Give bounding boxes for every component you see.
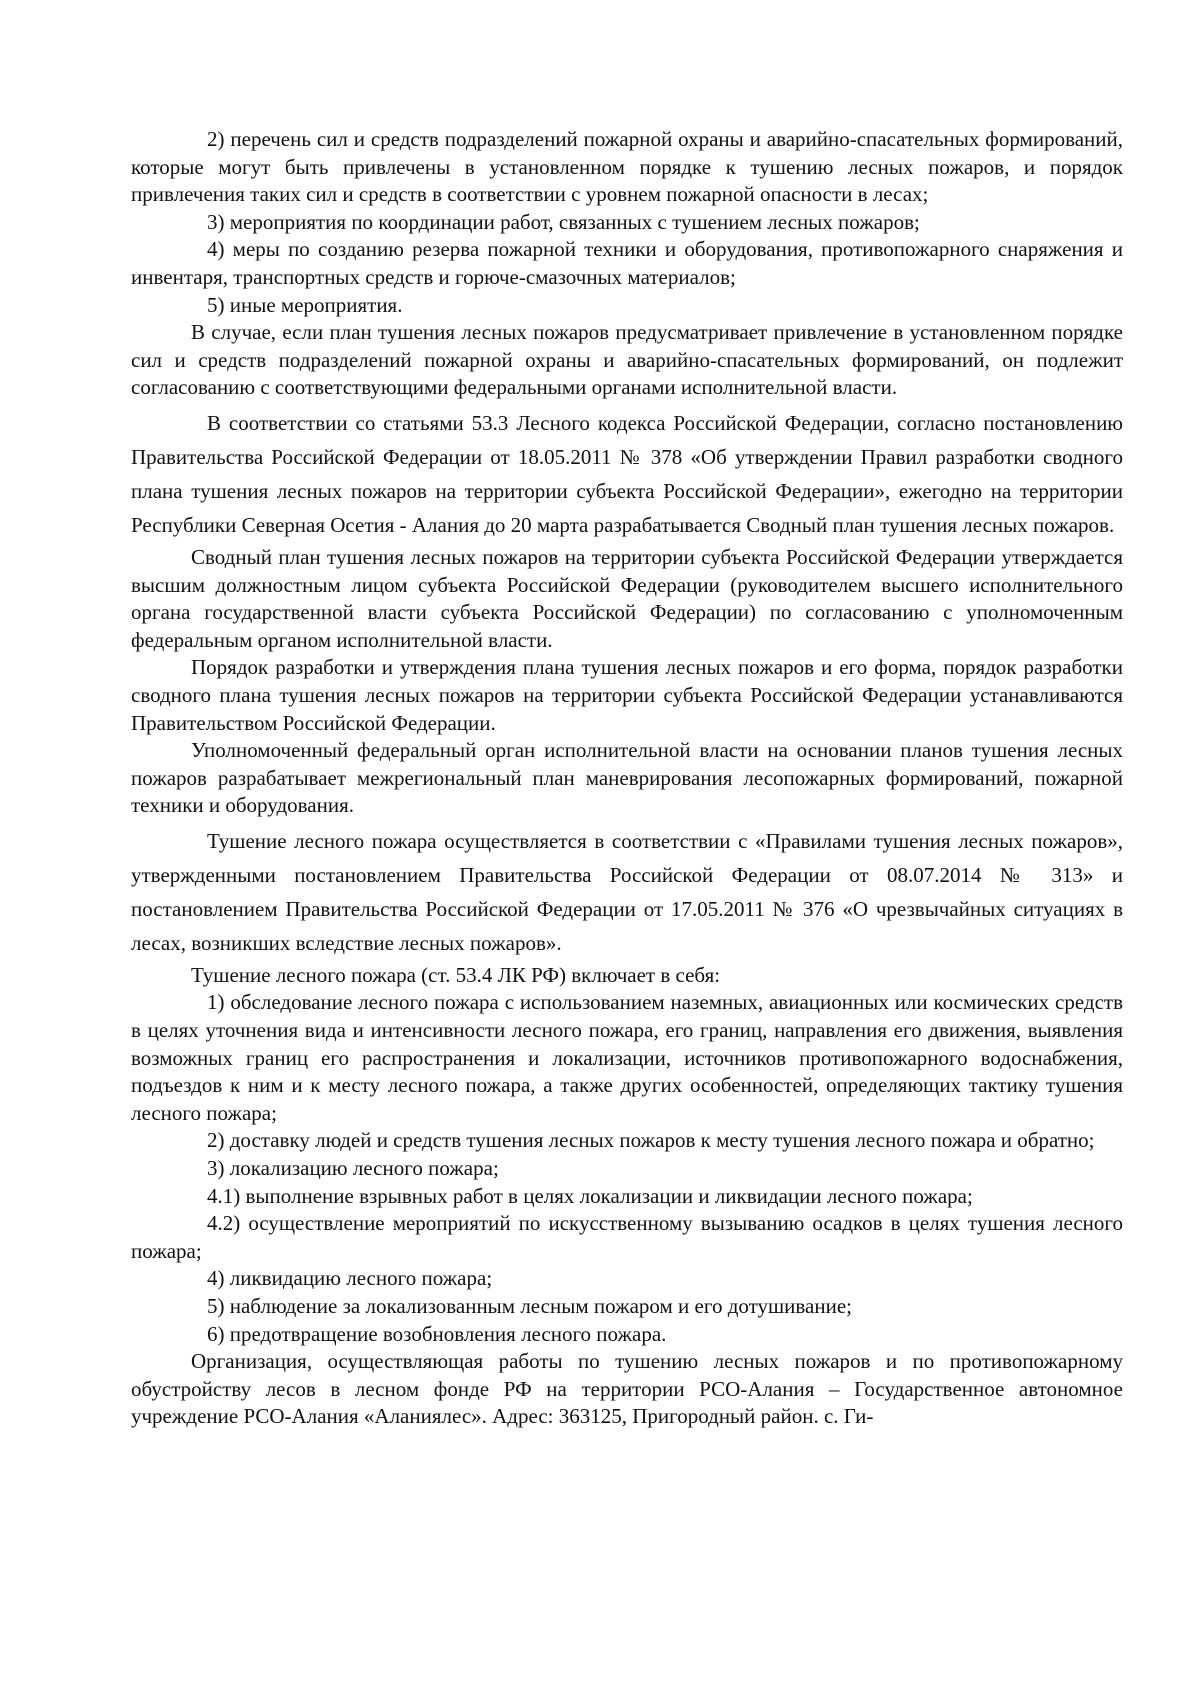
paragraph-reserve: 4) меры по созданию резерва пожарной техники и оборудования, противопожарного снаряжения и инвентаря, транспортных средств и горюче-смазочных материалов; <box>131 237 1123 289</box>
paragraph-coordination: 3) мероприятия по координации работ, связанных с тушением лесных пожаров; <box>207 209 920 234</box>
paragraph-item-monitoring: 5) наблюдение за локализованным лесным пожаром и его дотушивание; <box>207 1294 853 1318</box>
document-body <box>131 126 1123 1431</box>
paragraph-forces-list: 2) перечень сил и средств подразделений пожарной охраны и аварийно-спасательных формирований, которые могут быть привлечены в установленном порядке к тушению лесных пожаров, и порядок привлечения таких сил и средств в соответствии с уровнем пожарной опасности в лесах; <box>131 127 1123 207</box>
paragraph-approval-case: В случае, если план тушения лесных пожаров предусматривает привлечение в установленном порядке сил и средств подразделений пожарной охраны и аварийно-спасательных формирований, он подлежит согласованию с соответствующими федеральными органами исполнительной власти. <box>131 320 1123 400</box>
paragraph-consolidated-plan-law: В соответствии со статьями 53.3 Лесного кодекса Российской Федерации, согласно постановлению Правительства Российской Федерации от 18.05.2011 № 378 «Об утверждении Правил разработки сводного плана тушения лесных пожаров на территории субъекта Российской Федерации», ежегодно на территории Республики Северная Осетия - Алания до 20 марта разрабатывается Сводный план тушения лесных пожаров. <box>131 410 1123 537</box>
paragraph-item-liquidation: 4) ликвидацию лесного пожара; <box>207 1266 493 1291</box>
paragraph-interregional-plan: Уполномоченный федеральный орган исполнительной власти на основании планов тушения лесных пожаров разрабатывает межрегиональный план маневрирования лесопожарных формирований, пожарной техники и оборудования. <box>131 738 1123 818</box>
paragraph-item-localization: 3) локализацию лесного пожара; <box>207 1156 499 1181</box>
paragraph-organization: Организация, осуществляющая работы по тушению лесных пожаров и по противопожарному обустройству лесов в лесном фонде РФ на территории РСО-Алания – Государственное автономное учреждение РСО-Алания «Аланиялес». Адрес: 363125, Пригородный район. с. Ги- <box>131 1349 1123 1429</box>
paragraph-item-precipitation: 4.2) осуществление мероприятий по искусственному вызыванию осадков в целях тушения лесного пожара; <box>131 1211 1123 1263</box>
paragraph-plan-procedure: Порядок разработки и утверждения плана тушения лесных пожаров и его форма, порядок разработки сводного плана тушения лесных пожаров на территории субъекта Российской Федерации устанавливаются Правительством Российской Федерации. <box>131 655 1123 735</box>
paragraph-item-blasting: 4.1) выполнение взрывных работ в целях локализации и ликвидации лесного пожара; <box>207 1183 973 1208</box>
paragraph-other-measures: 5) иные мероприятия. <box>207 292 403 317</box>
paragraph-extinguishing-includes: Тушение лесного пожара (ст. 53.4 ЛК РФ) включает в себя: <box>191 962 721 987</box>
paragraph-item-survey: 1) обследование лесного пожара с использованием наземных, авиационных или космических средств в целях уточнения вида и интенсивности лесного пожара, его границ, направления его движения, выявления возможных границ его распространения и локализации, источников противопожарного водоснабжения, подъездов к ним и к месту лесного пожара, а также других особенностей, определяющих тактику тушения лесного пожара; <box>131 990 1123 1125</box>
paragraph-extinguishing-rules: Тушение лесного пожара осуществляется в соответствии с «Правилами тушения лесных пожаров», утвержденными постановлением Правительства Российской Федерации от 08.07.2014 № 313» и постановлением Правительства Российской Федерации от 17.05.2011 № 376 «О чрезвычайных ситуациях в лесах, возникших вследствие лесных пожаров». <box>131 828 1123 955</box>
paragraph-consolidated-plan-approval: Сводный план тушения лесных пожаров на территории субъекта Российской Федерации утверждается высшим должностным лицом субъекта Российской Федерации (руководителем высшего исполнительного органа государственной власти субъекта Российской Федерации) по согласованию с уполномоченным федеральным органом исполнительной власти. <box>131 544 1123 652</box>
paragraph-item-prevention: 6) предотвращение возобновления лесного пожара. <box>207 1321 667 1346</box>
paragraph-item-delivery: 2) доставку людей и средств тушения лесных пожаров к месту тушения лесного пожара и обратно; <box>207 1128 1095 1153</box>
